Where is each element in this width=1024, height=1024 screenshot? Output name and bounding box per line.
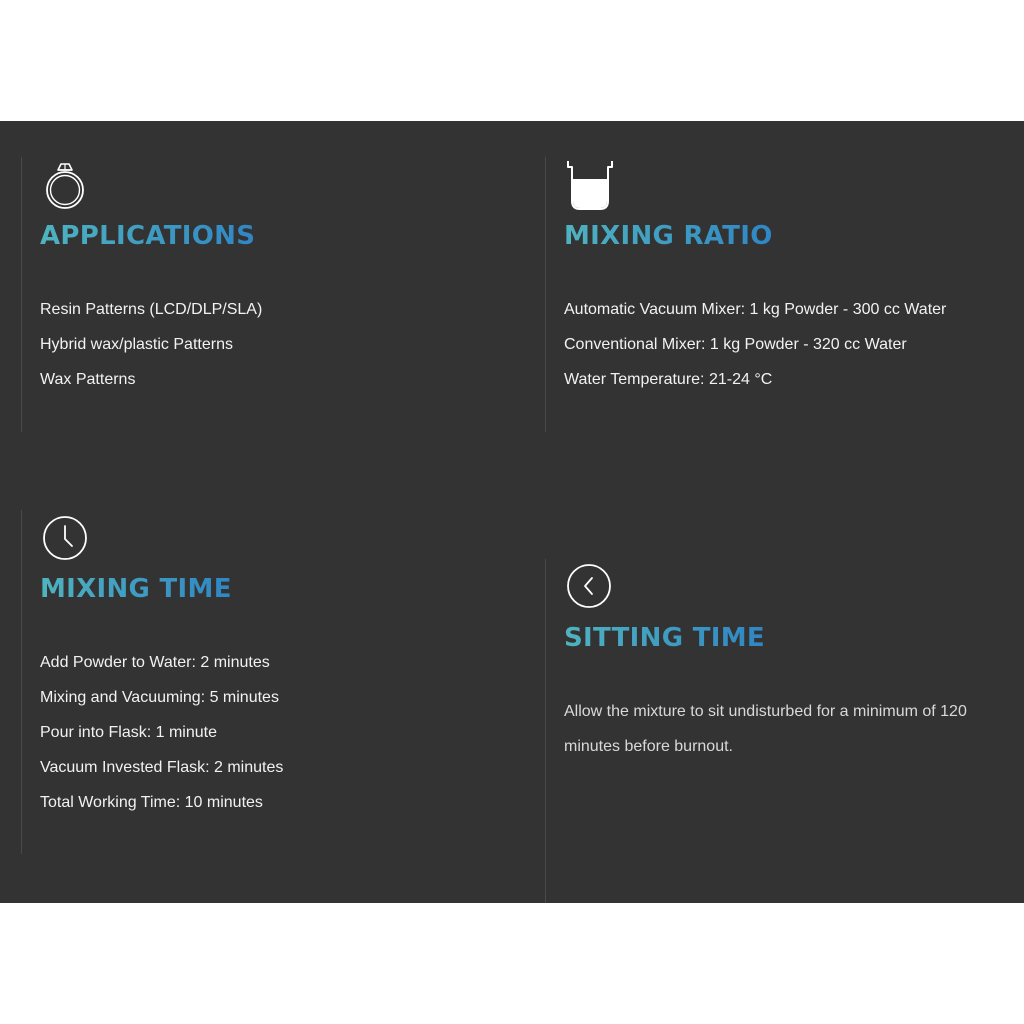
list-item: Pour into Flask: 1 minute — [40, 724, 217, 741]
beaker-icon — [566, 159, 614, 211]
mixing-time-title: MIXING TIME — [40, 574, 232, 604]
mixing-ratio-card — [545, 157, 1016, 432]
sitting-time-card — [545, 559, 1016, 903]
list-item: Automatic Vacuum Mixer: 1 kg Powder - 300 cc Water — [564, 301, 947, 318]
mixing-ratio-title: MIXING RATIO — [564, 221, 773, 251]
mixing-time-list — [40, 645, 283, 820]
applications-list — [40, 292, 262, 397]
list-item: Vacuum Invested Flask: 2 minutes — [40, 759, 284, 776]
clock-icon — [42, 515, 88, 561]
list-item: Wax Patterns — [40, 371, 136, 388]
applications-card — [21, 157, 522, 432]
mixing-time-card — [21, 510, 522, 854]
list-item: Total Working Time: 10 minutes — [40, 794, 263, 811]
sitting-time-title: SITTING TIME — [564, 623, 765, 653]
list-item: Conventional Mixer: 1 kg Powder - 320 cc Water — [564, 336, 907, 353]
sitting-time-text: Allow the mixture to sit undisturbed for a minimum of 120 minutes before burnout. — [564, 703, 967, 755]
list-item: Hybrid wax/plastic Patterns — [40, 336, 233, 353]
list-item: Add Powder to Water: 2 minutes — [40, 654, 270, 671]
specs-panel — [0, 121, 1024, 903]
mixing-ratio-list — [564, 292, 946, 397]
list-item: Resin Patterns (LCD/DLP/SLA) — [40, 301, 263, 318]
list-item: Mixing and Vacuuming: 5 minutes — [40, 689, 279, 706]
ring-icon — [42, 160, 88, 210]
list-item: Water Temperature: 21-24 °C — [564, 371, 773, 388]
chevron-left-circle-icon — [566, 563, 612, 609]
applications-title: APPLICATIONS — [40, 221, 256, 251]
